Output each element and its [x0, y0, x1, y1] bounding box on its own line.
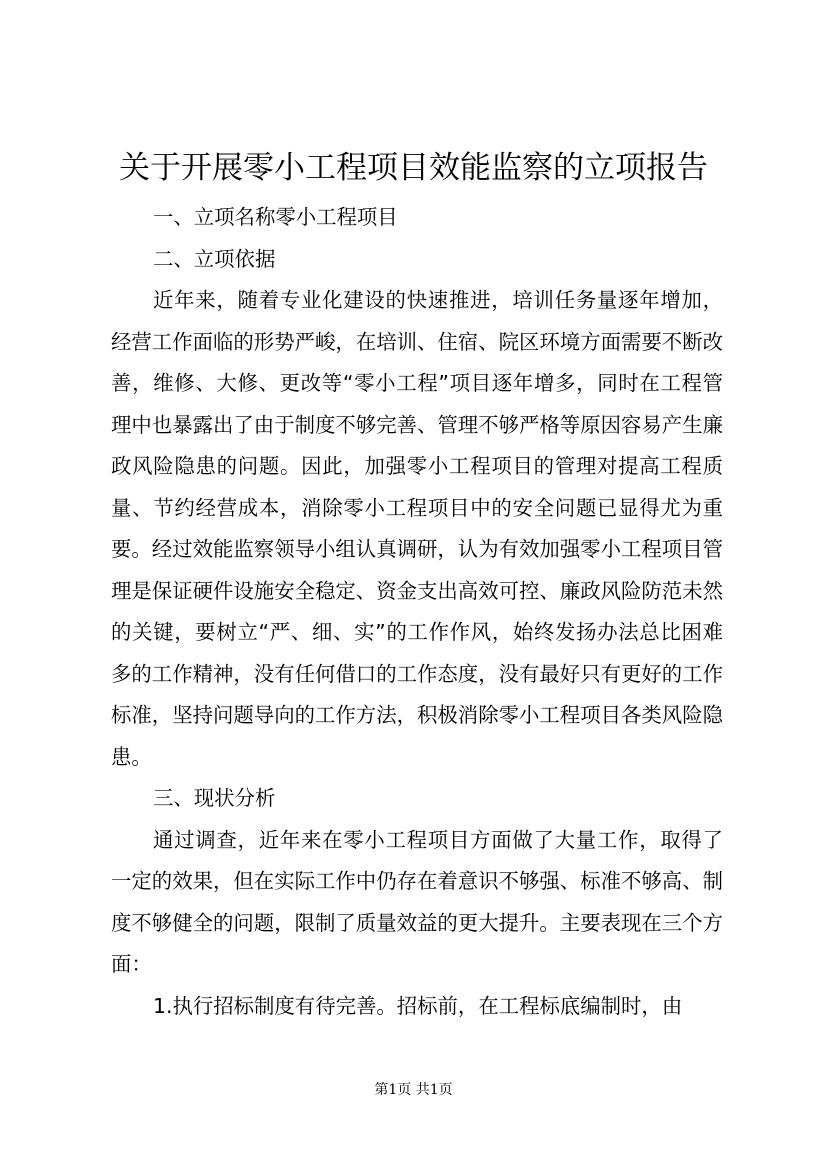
paragraph-analysis: 通过调查，近年来在零小工程项目方面做了大量工作，取得了一定的效果，但在实际工作中仍存在着意识不够强、标准不够高、制度不够健全的问题，限制了质量效益的更大提升。主要表现在三个方面：: [111, 827, 723, 976]
paragraph-basis: 近年来，随着专业化建设的快速推进，培训任务量逐年增加，经营工作面临的形势严峻，在培训、住宿、院区环境方面需要不断改善，维修、大修、更改等“零小工程”项目逐年增多，同时在工程管理中也暴露出了由于制度不够完善、管理不够严格等原因容易产生廉政风险隐患的问题。因此，加强零小工程项目的管理对提高工程质量、节约经营成本，消除零小工程项目中的安全问题已显得尤为重要。经过效能监察领导小组认真调研，认为有效加强零小工程项目管理是保证硬件设施安全稳定、资金支出高效可控、廉政风险防范未然的关键，要树立“严、细、实”的工作作风，始终发扬办法总比困难多的工作精神，没有任何借口的工作态度，没有最好只有更好的工作标准，坚持问题导向的工作方法，积极消除零小工程项目各类风险隐患。: [111, 288, 723, 769]
document-body: [111, 197, 723, 1027]
section-heading-2: 二、立项依据: [153, 246, 276, 271]
paragraph-item-1: 1.执行招标制度有待完善。招标前，在工程标底编制时，由: [153, 993, 683, 1018]
page-footer: 第1页 共1页: [374, 1082, 453, 1098]
section-heading-1: 一、立项名称零小工程项目: [153, 205, 398, 229]
document-title: 关于开展零小工程项目效能监察的立项报告: [119, 150, 708, 186]
section-heading-3: 三、现状分析: [153, 786, 276, 810]
